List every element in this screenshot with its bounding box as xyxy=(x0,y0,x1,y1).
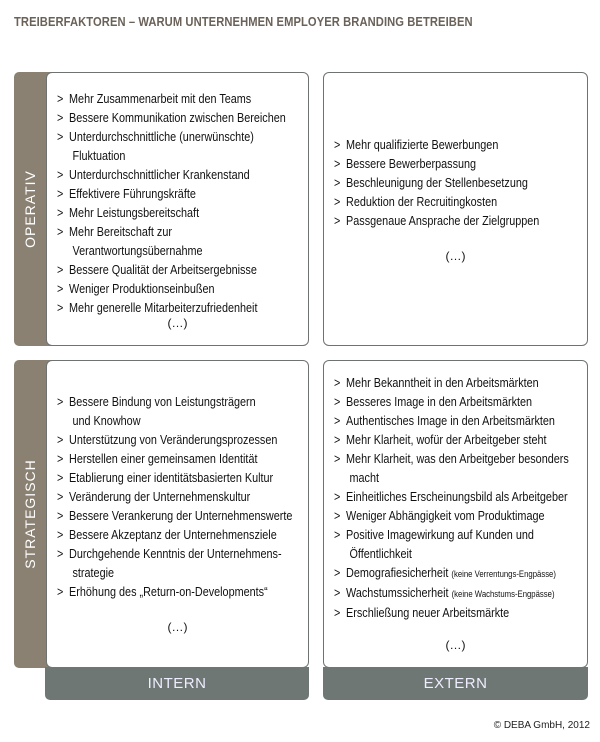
list-item: > Weniger Abhängigkeit vom Produktimage xyxy=(334,507,569,526)
list-item: > Beschleunigung der Stellenbesetzung xyxy=(334,174,539,193)
list-item: > Durchgehende Kenntnis der Unternehmens- xyxy=(57,545,292,564)
list-item: > Bessere Bindung von Leistungsträgern xyxy=(57,393,292,412)
quadrant-operativ-intern xyxy=(46,72,309,346)
list-item: > Bessere Qualität der Arbeitsergebnisse xyxy=(57,261,286,280)
item-note: (keine Wachstums-Engpässe) xyxy=(451,589,555,599)
list-item: > Passgenaue Ansprache der Zielgruppen xyxy=(334,212,539,231)
list-item: > Herstellen einer gemeinsamen Identität xyxy=(57,450,292,469)
list-item xyxy=(334,584,569,604)
list xyxy=(334,374,569,623)
list-item: > Mehr Zusammenarbeit mit den Teams xyxy=(57,90,286,109)
item-text: Demografiesicherheit xyxy=(346,566,449,580)
column-label-intern: INTERN xyxy=(45,667,309,700)
more-ellipsis: (…) xyxy=(445,249,466,263)
list-item: > Unterdurchschnittlicher Krankenstand xyxy=(57,166,286,185)
list xyxy=(57,393,292,602)
list-item: > Positive Imagewirkung auf Kunden und xyxy=(334,526,569,545)
list-item: > Etablierung einer identitätsbasierten Kultur xyxy=(57,469,292,488)
list-item: > Bessere Akzeptanz der Unternehmensziele xyxy=(57,526,292,545)
list-item-continuation: Fluktuation xyxy=(72,149,126,163)
item-note: (keine Verrentungs-Engpässe) xyxy=(451,569,556,579)
list-item-continuation: und Knowhow xyxy=(72,414,141,428)
row-label-text: STRATEGISCH xyxy=(22,459,38,569)
list-item: > Unterstützung von Veränderungsprozessen xyxy=(57,431,292,450)
list-item: > Weniger Produktionseinbußen xyxy=(57,280,286,299)
list xyxy=(334,136,539,231)
list-item: > Mehr Bekanntheit in den Arbeitsmärkten xyxy=(334,374,569,393)
page-title: TREIBERFAKTOREN – WARUM UNTERNEHMEN EMPLOYER BRANDING BETREIBEN xyxy=(14,14,473,29)
column-label-extern: EXTERN xyxy=(323,667,588,700)
list-item-continuation: Öffentlichkeit xyxy=(349,547,412,561)
list-item: > Mehr Klarheit, was den Arbeitgeber besonders xyxy=(334,450,569,469)
row-label-text: OPERATIV xyxy=(22,170,39,248)
more-ellipsis: (…) xyxy=(167,620,188,634)
list-item: > Erschließung neuer Arbeitsmärkte xyxy=(334,604,569,623)
quadrant-strategisch-extern xyxy=(323,360,588,668)
list-item: > Erhöhung des „Return-on-Developments“ xyxy=(57,583,292,602)
item-text: Wachstumssicherheit xyxy=(346,586,449,600)
list-item: > Mehr Klarheit, wofür der Arbeitgeber steht xyxy=(334,431,569,450)
list-item: > Unterdurchschnittliche (unerwünschte) xyxy=(57,128,286,147)
list-item: > Bessere Bewerberpassung xyxy=(334,155,539,174)
list-item-continuation: strategie xyxy=(72,566,115,580)
list-item: > Bessere Verankerung der Unternehmenswerte xyxy=(57,507,292,526)
list-item: > Mehr Bereitschaft zur xyxy=(57,223,286,242)
list-item: > Effektivere Führungskräfte xyxy=(57,185,286,204)
list-item: > Besseres Image in den Arbeitsmärkten xyxy=(334,393,569,412)
quadrant-operativ-extern xyxy=(323,72,588,346)
list-item: > Mehr qualifizierte Bewerbungen xyxy=(334,136,539,155)
list-item-continuation: Verantwortungsübernahme xyxy=(72,244,203,258)
more-ellipsis: (…) xyxy=(445,638,466,652)
list xyxy=(57,90,286,318)
copyright: © DEBA GmbH, 2012 xyxy=(493,720,590,731)
list-item: > Authentisches Image in den Arbeitsmärkten xyxy=(334,412,569,431)
quadrant-strategisch-intern xyxy=(46,360,309,668)
list-item: > Mehr Leistungsbereitschaft xyxy=(57,204,286,223)
list-item: > Einheitliches Erscheinungsbild als Arbeitgeber xyxy=(334,488,569,507)
list-item: > Mehr generelle Mitarbeiterzufriedenheit xyxy=(57,299,286,318)
list-item: > Reduktion der Recruitingkosten xyxy=(334,193,539,212)
more-ellipsis: (…) xyxy=(167,316,188,330)
list-item xyxy=(334,564,569,584)
list-item: > Veränderung der Unternehmenskultur xyxy=(57,488,292,507)
list-item: > Bessere Kommunikation zwischen Bereichen xyxy=(57,109,286,128)
list-item-continuation: macht xyxy=(349,471,379,485)
